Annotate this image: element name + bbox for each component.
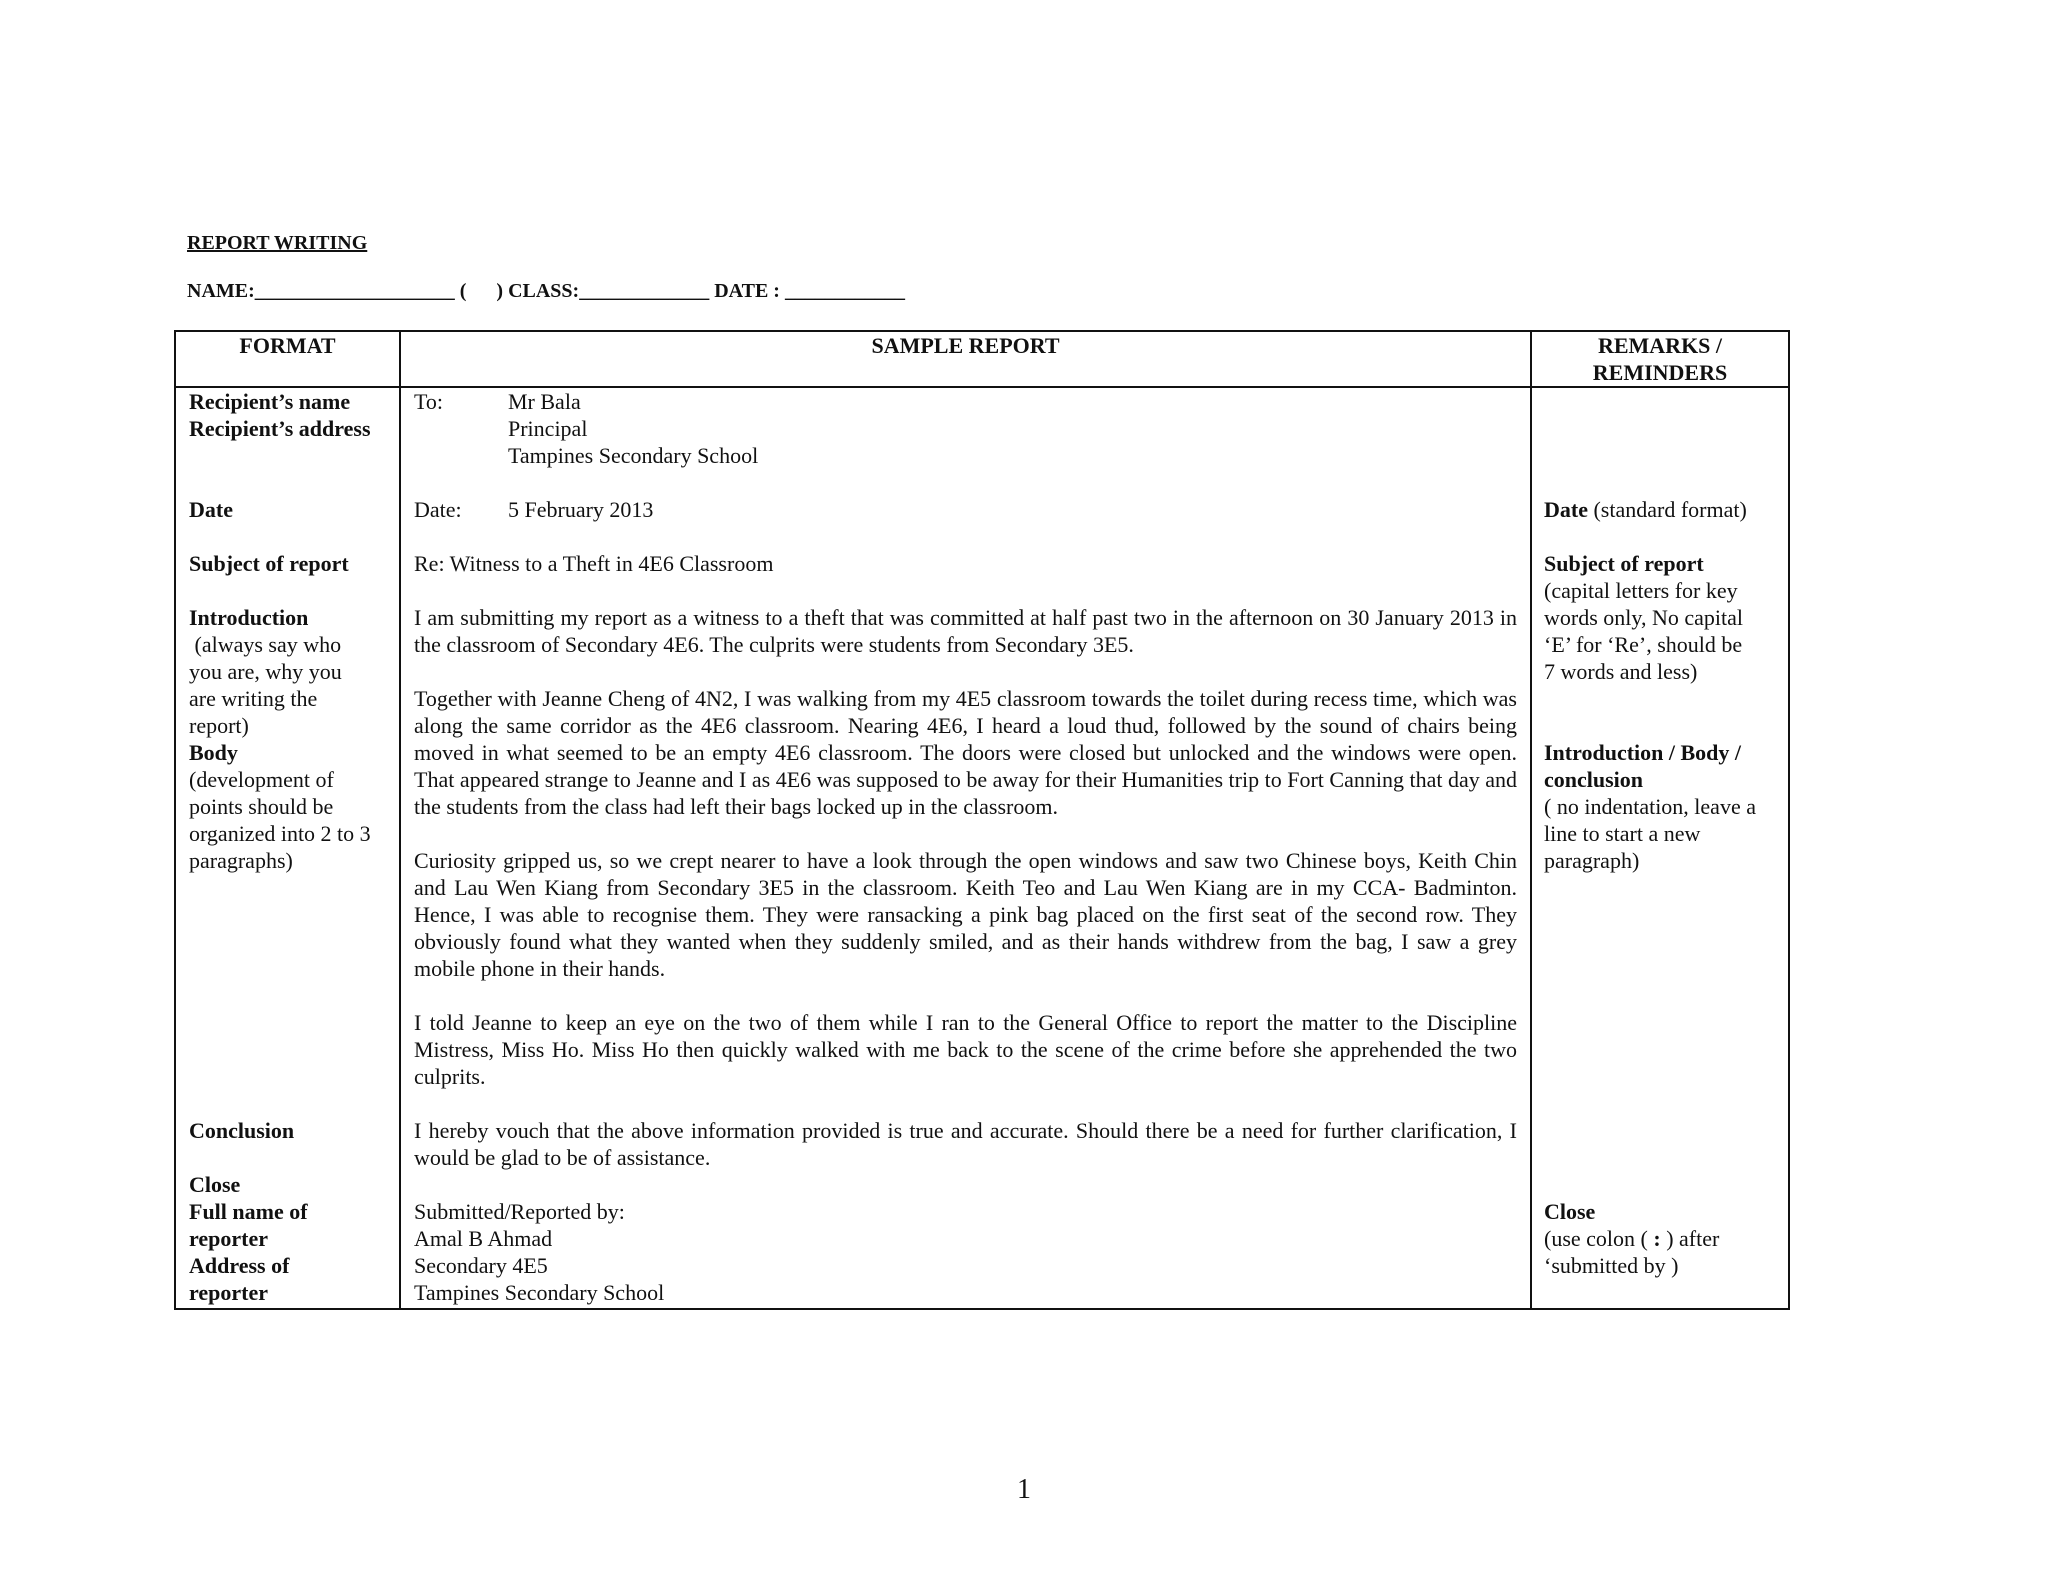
column-divider-1 [399, 330, 401, 1310]
format-recipient-address: Recipient’s address [189, 416, 371, 441]
remark-paragraph-line-1: ( no indentation, leave a [1544, 794, 1756, 819]
column-divider-2 [1530, 330, 1532, 1310]
format-recipient-name: Recipient’s name [189, 389, 351, 414]
name-class-date-line: NAME:____________________ ( ) CLASS:_____________ DATE : ____________ [187, 280, 905, 302]
remark-subject-line-2: words only, No capital [1544, 605, 1743, 630]
page-number: 1 [1017, 1474, 1031, 1505]
header-format: FORMAT [239, 333, 336, 358]
sample-close-block [414, 1198, 1514, 1306]
remark-paragraph-heading-1: Introduction / Body / [1544, 740, 1742, 765]
format-column-lower [189, 1117, 395, 1306]
format-introduction-note-2: you are, why you [189, 659, 342, 684]
format-introduction-note-1: (always say who [189, 632, 342, 657]
remark-subject-line-4: 7 words and less) [1544, 659, 1698, 684]
header-sample-report: SAMPLE REPORT [871, 333, 1060, 358]
format-body-note-3: organized into 2 to 3 [189, 821, 371, 846]
format-close: Close [189, 1172, 241, 1197]
sample-to-block [414, 388, 1514, 577]
subject-line: Re: Witness to a Theft in 4E6 Classroom [414, 551, 774, 576]
to-name: Mr Bala [508, 389, 581, 414]
table-border-bottom [174, 1308, 1790, 1310]
format-full-name-2: reporter [189, 1226, 268, 1251]
format-introduction-note-3: are writing the [189, 686, 318, 711]
report-format-table [174, 330, 1790, 1310]
remark-close-heading: Close [1544, 1199, 1596, 1224]
format-conclusion: Conclusion [189, 1118, 295, 1143]
table-border-right [1788, 330, 1790, 1310]
to-label: To: [414, 389, 444, 414]
format-introduction: Introduction [189, 605, 309, 630]
paragraph-body-3: I told Jeanne to keep an eye on the two of them while I ran to the General Office to report the matter to the Discipline Mistress, Miss Ho. Miss Ho then quickly walked with me back to the scene of the crime before she apprehended the two culprits. [414, 1010, 1517, 1089]
remark-paragraph-heading-2: conclusion [1544, 767, 1644, 792]
format-body-note-2: points should be [189, 794, 334, 819]
page-title: REPORT WRITING [187, 232, 368, 254]
remark-subject-line-1: (capital letters for key [1544, 578, 1738, 603]
format-column [189, 388, 395, 874]
format-body: Body [189, 740, 238, 765]
paragraph-body-1: Together with Jeanne Cheng of 4N2, I was walking from my 4E5 classroom towards the toilet during recess time, which was along the same corridor as the 4E6 classroom. Nearing 4E6, I heard a loud thud, followed by the sound of chairs being moved in what seemed to be an empty 4E6 classroom. The doors were closed but unlocked and the windows were open. That appeared strange to Jeanne and I as 4E6 was supposed to be away for their Humanities trip to Fort Canning that day and the students from the class had left their bags locked up in the classroom. [414, 686, 1517, 819]
format-subject: Subject of report [189, 551, 349, 576]
to-school: Tampines Secondary School [508, 443, 759, 468]
paragraph-introduction: I am submitting my report as a witness to a theft that was committed at half past two in the afternoon on 30 January 2013 in the classroom of Secondary 4E6. The culprits were students from Secondary 3E5. [414, 605, 1517, 657]
remarks-close [1544, 1198, 1784, 1279]
format-date: Date [189, 497, 233, 522]
close-reporter-name: Amal B Ahmad [414, 1226, 553, 1251]
format-body-note-4: paragraphs) [189, 848, 293, 873]
format-address-1: Address of [189, 1253, 290, 1278]
close-submitted-by: Submitted/Reported by: [414, 1199, 625, 1224]
header-remarks-line-1: REMARKS / [1597, 333, 1723, 358]
format-body-note-1: (development of [189, 767, 334, 792]
close-reporter-class: Secondary 4E5 [414, 1253, 548, 1278]
paragraph-body-2: Curiosity gripped us, so we crept nearer to have a look through the open windows and saw two Chinese boys, Keith Chin and Lau Wen Kiang from Secondary 3E5 in the classroom. Keith Teo and Lau Wen Kiang are in my CCA- Badminton. Hence, I was able to recognise them. They were ransacking a pink bag placed on the first seat of the second row. They obviously found what they wanted when they suddenly smiled, and as their hands withdrew from the bag, I saw a grey mobile phone in their hands. [414, 848, 1517, 981]
header-remarks [1532, 332, 1788, 386]
table-border-left [174, 330, 176, 1310]
to-title: Principal [508, 416, 588, 441]
remark-date: Date (standard format) [1544, 497, 1747, 522]
format-introduction-note-4: report) [189, 713, 249, 738]
remark-paragraph-line-2: line to start a new [1544, 821, 1701, 846]
close-reporter-school: Tampines Secondary School [414, 1280, 665, 1305]
remark-subject-line-3: ‘E’ for ‘Re’, should be [1544, 632, 1743, 657]
header-remarks-line-2: REMINDERS [1592, 360, 1728, 385]
date-value: 5 February 2013 [508, 497, 654, 522]
remark-subject-heading: Subject of report [1544, 551, 1704, 576]
format-full-name-1: Full name of [189, 1199, 308, 1224]
remark-close-line-2: ‘submitted by ) [1544, 1253, 1679, 1278]
remark-paragraph-line-3: paragraph) [1544, 848, 1640, 873]
remark-close-line-1: (use colon ( : ) after [1544, 1226, 1720, 1251]
paragraph-conclusion: I hereby vouch that the above information provided is true and accurate. Should there be a need for further clarification, I would be glad to be of assistance. [414, 1118, 1517, 1170]
date-label: Date: [414, 497, 462, 522]
remarks-column [1544, 496, 1784, 874]
format-address-2: reporter [189, 1280, 268, 1305]
